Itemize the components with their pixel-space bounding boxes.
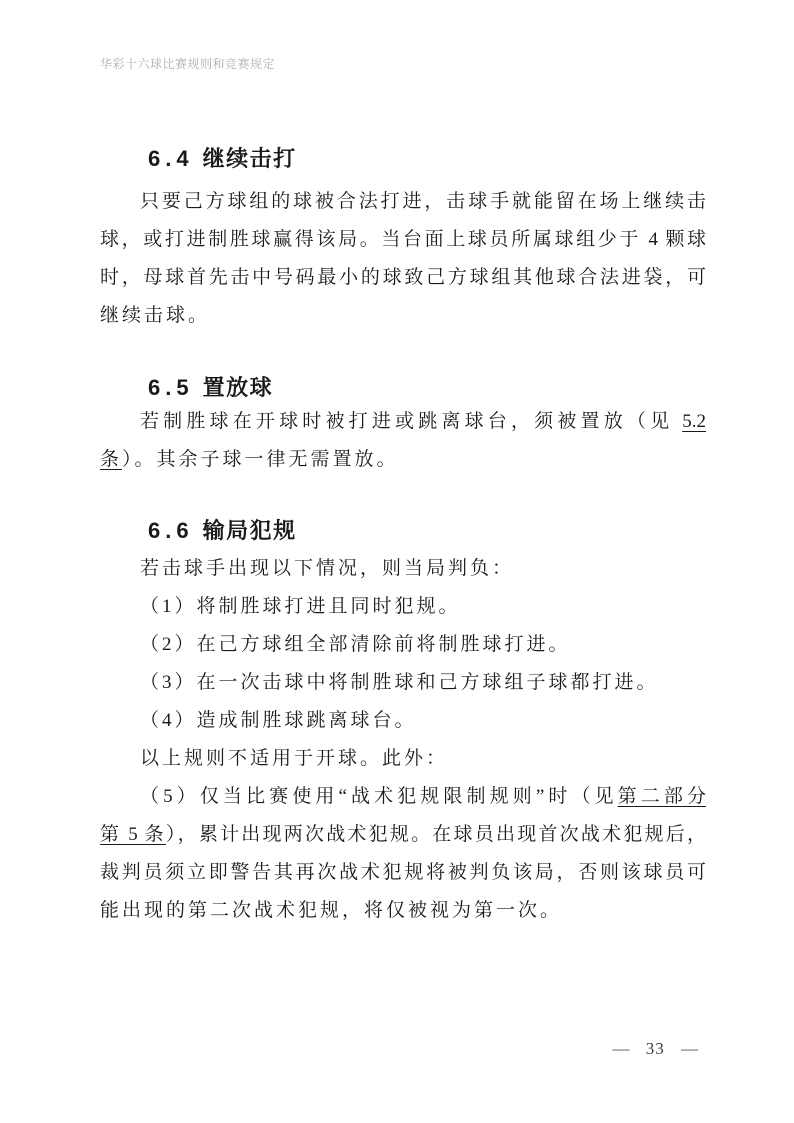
text-segment: （1）将制胜球打进且同时犯规。	[140, 596, 461, 617]
section-6.5	[100, 373, 706, 479]
text-segment: 若制胜球在开球时被打进或跳离球台，须被置放（见	[140, 411, 683, 432]
text-line	[100, 221, 706, 259]
page-footer	[100, 1038, 698, 1060]
cross-reference-link[interactable]: 条	[100, 449, 123, 470]
text-line	[100, 626, 706, 664]
text-line	[100, 550, 706, 588]
text-line	[100, 740, 706, 778]
text-segment: （2）在己方球组全部清除前将制胜球打进。	[140, 634, 571, 655]
paragraph	[100, 403, 706, 479]
cross-reference-link[interactable]: 第 5 条	[100, 824, 166, 845]
text-segment: 若击球手出现以下情况，则当局判负：	[140, 558, 515, 579]
paragraph	[100, 778, 706, 930]
text-segment: 继续击球。	[100, 305, 211, 326]
paragraph	[100, 588, 706, 626]
text-segment: （3）在一次击球中将制胜球和己方球组子球都打进。	[140, 672, 659, 693]
section-number: 6.6	[148, 518, 194, 543]
text-line	[100, 778, 706, 816]
section-6.6	[100, 516, 706, 930]
text-segment: ）。其余子球一律无需置放。	[122, 449, 399, 470]
text-line	[100, 892, 706, 930]
section-body	[100, 183, 706, 335]
text-line	[100, 403, 706, 441]
text-segment: 球，或打进制胜球赢得该局。当台面上球员所属球组少于 4 颗球	[100, 229, 706, 250]
running-header: 华彩十六球比赛规则和竞赛规定	[100, 57, 276, 71]
text-segment: ），累计出现两次战术犯规。在球员出现首次战术犯规后，	[165, 824, 706, 845]
paragraph	[100, 702, 706, 740]
section-6.4	[100, 144, 706, 335]
section-body	[100, 403, 706, 479]
text-segment: （5）仅当比赛使用“战术犯规限制规则”时（见	[140, 786, 618, 807]
section-heading	[148, 373, 706, 403]
section-title: 置放球	[202, 375, 274, 400]
section-title: 继续击打	[202, 146, 297, 171]
text-segment: 裁判员须立即警告其再次战术犯规将被判负该局，否则该球员可	[100, 862, 706, 883]
text-line	[100, 183, 706, 221]
section-title: 输局犯规	[202, 518, 297, 543]
text-segment: 时，母球首先击中号码最小的球致己方球组其他球合法进袋，可	[100, 267, 706, 288]
page-number: 33	[645, 1039, 665, 1058]
section-heading	[148, 144, 706, 174]
text-line	[100, 816, 706, 854]
paragraph	[100, 740, 706, 778]
text-line	[100, 441, 706, 479]
text-segment: 以上规则不适用于开球。此外：	[140, 748, 449, 769]
section-number: 6.5	[148, 375, 194, 400]
text-line	[100, 702, 706, 740]
paragraph	[100, 626, 706, 664]
section-heading	[148, 516, 706, 546]
paragraph	[100, 550, 706, 588]
footer-dash-left: —	[612, 1039, 630, 1058]
cross-reference-link[interactable]: 5.2	[682, 411, 706, 432]
section-body	[100, 550, 706, 930]
text-line	[100, 259, 706, 297]
text-line	[100, 297, 706, 335]
cross-reference-link[interactable]: 第二部分	[617, 786, 706, 807]
text-line	[100, 854, 706, 892]
paragraph	[100, 183, 706, 335]
section-number: 6.4	[148, 146, 194, 171]
paragraph	[100, 664, 706, 702]
text-segment: 只要己方球组的球被合法打进，击球手就能留在场上继续击	[140, 191, 706, 212]
text-segment: 能出现的第二次战术犯规，将仅被视为第一次。	[100, 900, 563, 921]
footer-dash-right: —	[681, 1039, 698, 1058]
text-line	[100, 664, 706, 702]
text-line	[100, 588, 706, 626]
text-segment: （4）造成制胜球跳离球台。	[140, 710, 417, 731]
